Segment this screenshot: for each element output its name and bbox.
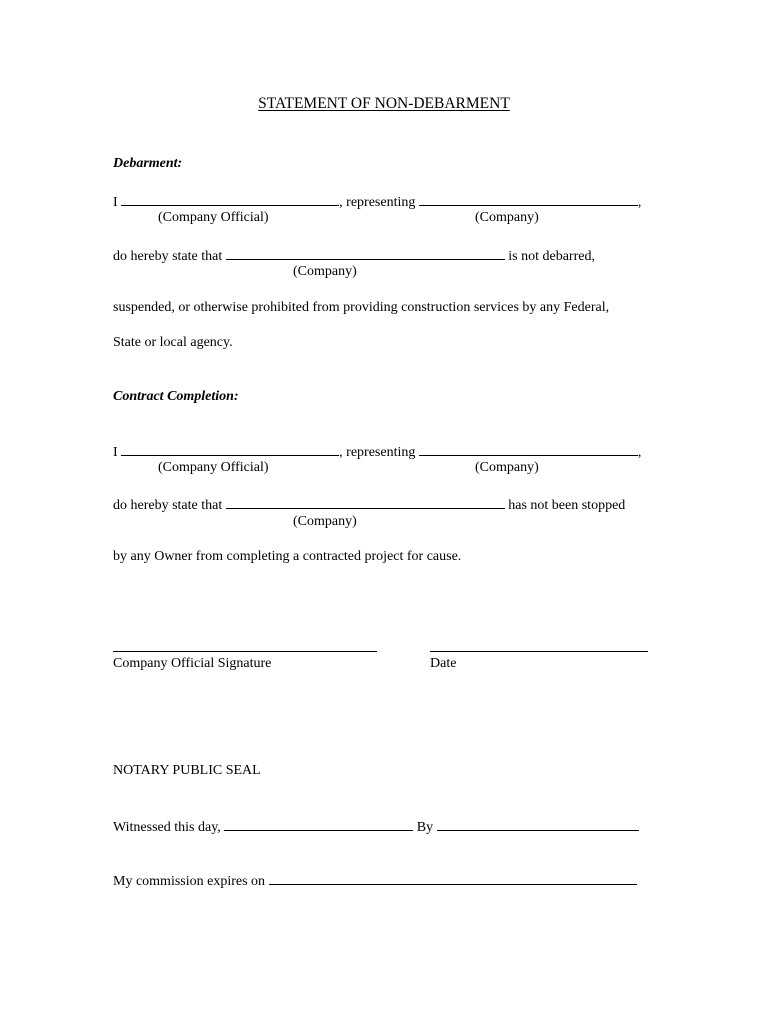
not-stopped-text: has not been stopped bbox=[508, 498, 626, 513]
debarment-body-line-1: suspended, or otherwise prohibited from providing construction services by any Federal, bbox=[113, 300, 610, 315]
representing-text: , representing bbox=[339, 445, 416, 460]
commission-text: My commission expires on bbox=[113, 874, 266, 889]
signature-label: Company Official Signature bbox=[113, 656, 272, 671]
commission-expiry-field[interactable] bbox=[269, 872, 637, 885]
page-title: STATEMENT OF NON-DEBARMENT bbox=[258, 95, 510, 112]
company-official-field[interactable] bbox=[121, 443, 339, 456]
witnessed-text: Witnessed this day, bbox=[113, 820, 221, 835]
notary-seal-heading: NOTARY PUBLIC SEAL bbox=[113, 763, 261, 778]
signature-line[interactable] bbox=[113, 651, 377, 652]
company-name-field[interactable] bbox=[226, 496, 505, 509]
date-line[interactable] bbox=[430, 651, 648, 652]
witnessed-day-field[interactable] bbox=[224, 818, 413, 831]
witnessed-line bbox=[113, 818, 639, 835]
contract-state-line bbox=[113, 496, 625, 513]
company-official-field[interactable] bbox=[121, 193, 339, 206]
pronoun-i: I bbox=[113, 195, 118, 210]
company-caption: (Company) bbox=[475, 210, 539, 225]
company-official-caption: (Company Official) bbox=[158, 210, 269, 225]
company-name-field[interactable] bbox=[226, 247, 505, 260]
pronoun-i: I bbox=[113, 445, 118, 460]
debarment-state-line bbox=[113, 247, 595, 264]
company-caption: (Company) bbox=[475, 460, 539, 475]
contract-statement-line bbox=[113, 443, 641, 460]
representing-text: , representing bbox=[339, 195, 416, 210]
comma-text: , bbox=[637, 195, 642, 210]
company-field[interactable] bbox=[419, 193, 638, 206]
date-label: Date bbox=[430, 656, 457, 671]
state-that-text: do hereby state that bbox=[113, 249, 223, 264]
debarment-heading: Debarment: bbox=[113, 156, 183, 171]
debarment-statement-line bbox=[113, 193, 641, 210]
commission-line bbox=[113, 872, 637, 889]
comma-text: , bbox=[637, 445, 642, 460]
company-caption-2: (Company) bbox=[293, 264, 357, 279]
witnessed-by-field[interactable] bbox=[437, 818, 639, 831]
contract-completion-heading: Contract Completion: bbox=[113, 389, 239, 404]
by-text: By bbox=[416, 820, 434, 835]
company-caption-2: (Company) bbox=[293, 514, 357, 529]
contract-body-line: by any Owner from completing a contracted project for cause. bbox=[113, 549, 462, 564]
company-official-caption: (Company Official) bbox=[158, 460, 269, 475]
state-that-text: do hereby state that bbox=[113, 498, 223, 513]
company-field[interactable] bbox=[419, 443, 638, 456]
not-debarred-text: is not debarred, bbox=[508, 249, 595, 264]
debarment-body-line-2: State or local agency. bbox=[113, 335, 233, 350]
